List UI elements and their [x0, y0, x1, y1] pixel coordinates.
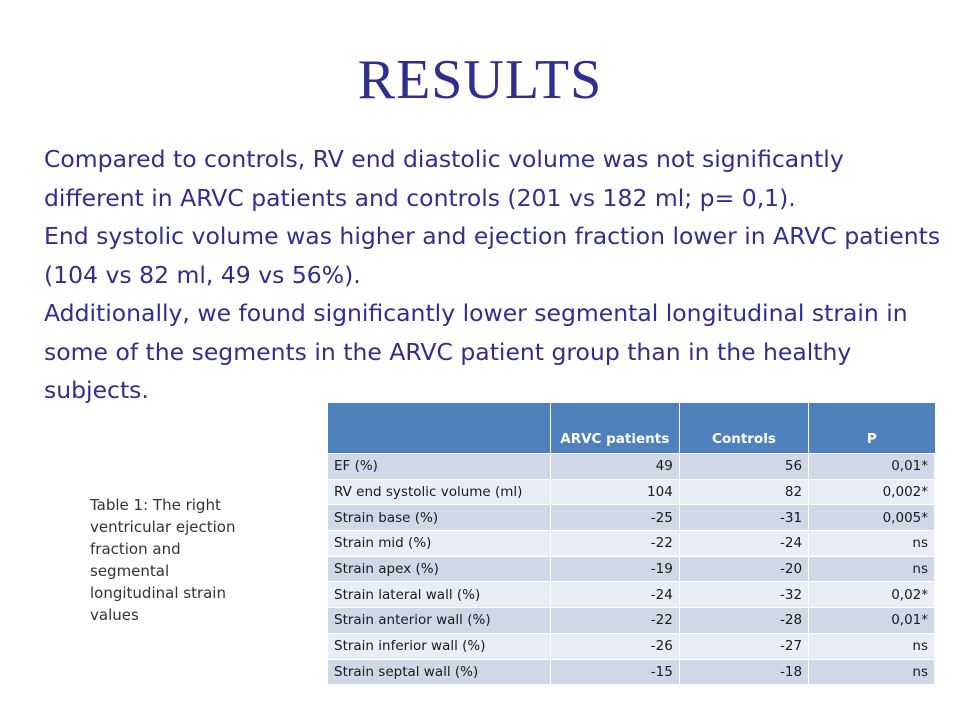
page-title: RESULTS: [357, 49, 603, 111]
value-cell: 0,01*: [809, 454, 935, 480]
value-cell: -28: [679, 608, 808, 634]
paragraph-2: End systolic volume was higher and ejection fraction lower in ARVC patients (104 vs 82 ml, 49 vs 56%).: [44, 222, 941, 289]
value-cell: -32: [679, 582, 808, 608]
results-text: [44, 140, 944, 410]
value-cell: 0,005*: [809, 505, 935, 531]
value-cell: -18: [679, 659, 808, 685]
table-header-row: [328, 403, 935, 454]
value-cell: 0,01*: [809, 608, 935, 634]
value-cell: -25: [550, 505, 679, 531]
value-cell: 104: [550, 479, 679, 505]
table-row: [328, 531, 935, 557]
results-table: [327, 403, 935, 685]
value-cell: -24: [550, 582, 679, 608]
value-cell: -15: [550, 659, 679, 685]
header-cell-arvc: ARVC patients: [550, 403, 679, 454]
row-label-cell: EF (%): [328, 454, 551, 480]
paragraph-1: Compared to controls, RV end diastolic volume was not significantly different in ARVC patients and controls (201 vs 182 ml; p= 0,1).: [44, 145, 844, 212]
row-label-cell: Strain anterior wall (%): [328, 608, 551, 634]
table-row: [328, 659, 935, 685]
row-label-cell: Strain base (%): [328, 505, 551, 531]
value-cell: -20: [679, 556, 808, 582]
table-row: [328, 582, 935, 608]
header-cell-controls: Controls: [679, 403, 808, 454]
table-body: [328, 454, 935, 685]
table-row: [328, 454, 935, 480]
row-label-cell: Strain lateral wall (%): [328, 582, 551, 608]
value-cell: ns: [809, 633, 935, 659]
value-cell: ns: [809, 556, 935, 582]
row-label-cell: Strain inferior wall (%): [328, 633, 551, 659]
paragraph-3: Additionally, we found significantly lower segmental longitudinal strain in some of the segments in the ARVC patient group than in the healthy subjects.: [44, 299, 908, 404]
table-caption: Table 1: The right ventricular ejection fraction and segmental longitudinal strain values: [90, 496, 236, 624]
value-cell: 49: [550, 454, 679, 480]
value-cell: ns: [809, 531, 935, 557]
value-cell: 0,002*: [809, 479, 935, 505]
value-cell: -19: [550, 556, 679, 582]
row-label-cell: RV end systolic volume (ml): [328, 479, 551, 505]
value-cell: -22: [550, 531, 679, 557]
row-label-cell: Strain mid (%): [328, 531, 551, 557]
table-row: [328, 556, 935, 582]
table-row: [328, 505, 935, 531]
row-label-cell: Strain apex (%): [328, 556, 551, 582]
value-cell: -26: [550, 633, 679, 659]
value-cell: -22: [550, 608, 679, 634]
value-cell: -24: [679, 531, 808, 557]
value-cell: 0,02*: [809, 582, 935, 608]
header-cell-label: [328, 403, 551, 454]
row-label-cell: Strain septal wall (%): [328, 659, 551, 685]
table-row: [328, 608, 935, 634]
value-cell: -27: [679, 633, 808, 659]
header-cell-p: P: [809, 403, 935, 454]
table-row: [328, 479, 935, 505]
table-row: [328, 633, 935, 659]
value-cell: 56: [679, 454, 808, 480]
value-cell: 82: [679, 479, 808, 505]
value-cell: ns: [809, 659, 935, 685]
value-cell: -31: [679, 505, 808, 531]
